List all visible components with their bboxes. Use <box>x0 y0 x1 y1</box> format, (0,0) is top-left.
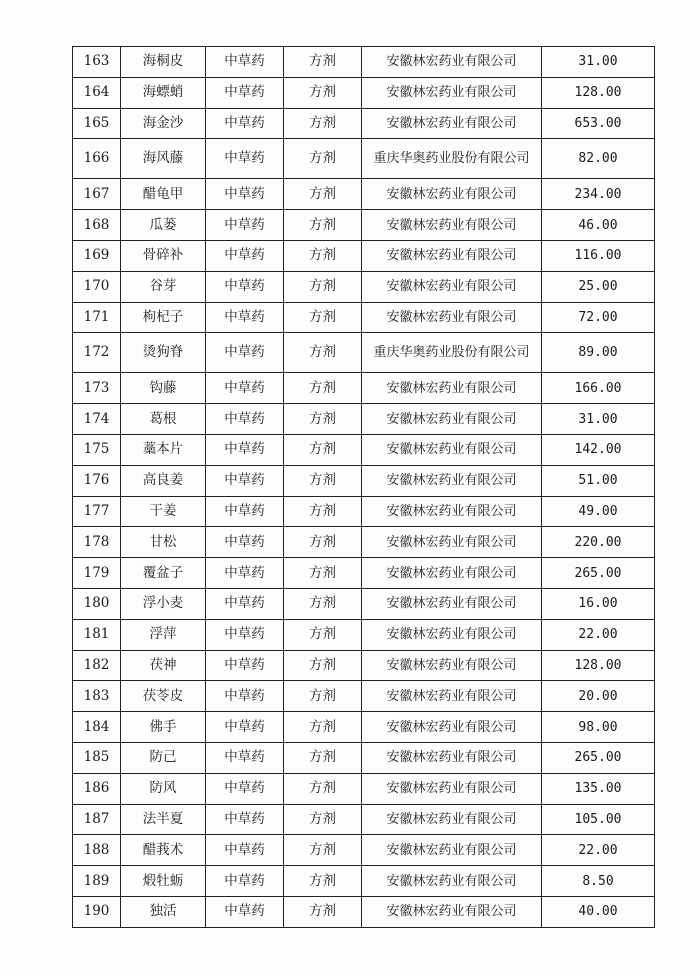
row-number: 174 <box>73 404 121 435</box>
medicine-name: 海桐皮 <box>121 47 206 78</box>
supplier-company: 安徽林宏药业有限公司 <box>362 240 542 271</box>
amount-value: 82.00 <box>542 139 655 179</box>
amount-value: 49.00 <box>542 496 655 527</box>
medicine-form: 方剂 <box>284 681 362 712</box>
row-number: 187 <box>73 804 121 835</box>
supplier-company: 安徽林宏药业有限公司 <box>362 271 542 302</box>
supplier-company: 安徽林宏药业有限公司 <box>362 681 542 712</box>
medicine-category: 中草药 <box>206 619 284 650</box>
row-number: 170 <box>73 271 121 302</box>
table-body <box>73 47 655 928</box>
table-row <box>73 465 655 496</box>
amount-value: 8.50 <box>542 866 655 897</box>
supplier-company: 安徽林宏药业有限公司 <box>362 712 542 743</box>
amount-value: 25.00 <box>542 271 655 302</box>
medicine-form: 方剂 <box>284 866 362 897</box>
amount-value: 20.00 <box>542 681 655 712</box>
row-number: 181 <box>73 619 121 650</box>
medicine-category: 中草药 <box>206 804 284 835</box>
amount-value: 220.00 <box>542 527 655 558</box>
medicine-category: 中草药 <box>206 434 284 465</box>
medicine-form: 方剂 <box>284 210 362 241</box>
medicine-name: 茯苓皮 <box>121 681 206 712</box>
table-row <box>73 271 655 302</box>
medicine-category: 中草药 <box>206 712 284 743</box>
supplier-company: 安徽林宏药业有限公司 <box>362 773 542 804</box>
supplier-company: 安徽林宏药业有限公司 <box>362 835 542 866</box>
row-number: 168 <box>73 210 121 241</box>
supplier-company: 安徽林宏药业有限公司 <box>362 866 542 897</box>
supplier-company: 安徽林宏药业有限公司 <box>362 108 542 139</box>
medicine-category: 中草药 <box>206 240 284 271</box>
supplier-company: 安徽林宏药业有限公司 <box>362 588 542 619</box>
medicine-category: 中草药 <box>206 527 284 558</box>
row-number: 184 <box>73 712 121 743</box>
medicine-form: 方剂 <box>284 896 362 927</box>
table-row <box>73 139 655 179</box>
supplier-company: 安徽林宏药业有限公司 <box>362 373 542 404</box>
table-row <box>73 773 655 804</box>
medicine-form: 方剂 <box>284 139 362 179</box>
table-row <box>73 558 655 589</box>
medicine-category: 中草药 <box>206 588 284 619</box>
medicine-category: 中草药 <box>206 404 284 435</box>
medicine-form: 方剂 <box>284 77 362 108</box>
supplier-company: 安徽林宏药业有限公司 <box>362 650 542 681</box>
medicine-form: 方剂 <box>284 588 362 619</box>
amount-value: 234.00 <box>542 179 655 210</box>
medicine-form: 方剂 <box>284 650 362 681</box>
row-number: 190 <box>73 896 121 927</box>
row-number: 173 <box>73 373 121 404</box>
row-number: 177 <box>73 496 121 527</box>
medicine-category: 中草药 <box>206 47 284 78</box>
medicine-name: 枸杞子 <box>121 302 206 333</box>
supplier-company: 安徽林宏药业有限公司 <box>362 434 542 465</box>
row-number: 189 <box>73 866 121 897</box>
medicine-name: 覆盆子 <box>121 558 206 589</box>
table-row <box>73 302 655 333</box>
medicine-name: 海螵蛸 <box>121 77 206 108</box>
medicine-form: 方剂 <box>284 558 362 589</box>
row-number: 182 <box>73 650 121 681</box>
medicine-form: 方剂 <box>284 465 362 496</box>
supplier-company: 安徽林宏药业有限公司 <box>362 619 542 650</box>
medicine-name: 甘松 <box>121 527 206 558</box>
medicine-category: 中草药 <box>206 465 284 496</box>
amount-value: 31.00 <box>542 404 655 435</box>
medicine-form: 方剂 <box>284 773 362 804</box>
supplier-company: 安徽林宏药业有限公司 <box>362 465 542 496</box>
supplier-company: 安徽林宏药业有限公司 <box>362 742 542 773</box>
medicine-category: 中草药 <box>206 77 284 108</box>
medicine-name: 茯神 <box>121 650 206 681</box>
medicine-category: 中草药 <box>206 496 284 527</box>
row-number: 163 <box>73 47 121 78</box>
medicine-category: 中草药 <box>206 681 284 712</box>
supplier-company: 重庆华奥药业股份有限公司 <box>362 333 542 373</box>
medicine-category: 中草药 <box>206 139 284 179</box>
medicine-form: 方剂 <box>284 302 362 333</box>
supplier-company: 安徽林宏药业有限公司 <box>362 47 542 78</box>
supplier-company: 安徽林宏药业有限公司 <box>362 496 542 527</box>
amount-value: 22.00 <box>542 835 655 866</box>
supplier-company: 安徽林宏药业有限公司 <box>362 896 542 927</box>
amount-value: 128.00 <box>542 77 655 108</box>
medicine-category: 中草药 <box>206 302 284 333</box>
row-number: 172 <box>73 333 121 373</box>
medicine-name: 骨碎补 <box>121 240 206 271</box>
table-row <box>73 896 655 927</box>
medicine-category: 中草药 <box>206 333 284 373</box>
amount-value: 128.00 <box>542 650 655 681</box>
table-row <box>73 77 655 108</box>
table-row <box>73 496 655 527</box>
amount-value: 46.00 <box>542 210 655 241</box>
supplier-company: 安徽林宏药业有限公司 <box>362 210 542 241</box>
medicine-category: 中草药 <box>206 835 284 866</box>
medicine-form: 方剂 <box>284 108 362 139</box>
amount-value: 31.00 <box>542 47 655 78</box>
medicine-form: 方剂 <box>284 333 362 373</box>
table-row <box>73 866 655 897</box>
medicine-category: 中草药 <box>206 742 284 773</box>
table-row <box>73 179 655 210</box>
supplier-company: 安徽林宏药业有限公司 <box>362 804 542 835</box>
medicine-form: 方剂 <box>284 240 362 271</box>
row-number: 169 <box>73 240 121 271</box>
medicine-name: 干姜 <box>121 496 206 527</box>
medicine-name: 海风藤 <box>121 139 206 179</box>
row-number: 176 <box>73 465 121 496</box>
row-number: 178 <box>73 527 121 558</box>
medicine-name: 浮萍 <box>121 619 206 650</box>
amount-value: 105.00 <box>542 804 655 835</box>
row-number: 165 <box>73 108 121 139</box>
supplier-company: 安徽林宏药业有限公司 <box>362 179 542 210</box>
supplier-company: 安徽林宏药业有限公司 <box>362 558 542 589</box>
medicine-name: 烫狗脊 <box>121 333 206 373</box>
medicine-form: 方剂 <box>284 434 362 465</box>
amount-value: 166.00 <box>542 373 655 404</box>
medicine-name: 瓜蒌 <box>121 210 206 241</box>
row-number: 188 <box>73 835 121 866</box>
drug-table <box>72 46 655 928</box>
medicine-category: 中草药 <box>206 179 284 210</box>
medicine-category: 中草药 <box>206 558 284 589</box>
row-number: 164 <box>73 77 121 108</box>
amount-value: 135.00 <box>542 773 655 804</box>
medicine-name: 防己 <box>121 742 206 773</box>
table-row <box>73 681 655 712</box>
supplier-company: 安徽林宏药业有限公司 <box>362 77 542 108</box>
amount-value: 16.00 <box>542 588 655 619</box>
medicine-form: 方剂 <box>284 835 362 866</box>
table-row <box>73 588 655 619</box>
medicine-name: 独活 <box>121 896 206 927</box>
medicine-name: 防风 <box>121 773 206 804</box>
row-number: 171 <box>73 302 121 333</box>
medicine-form: 方剂 <box>284 47 362 78</box>
medicine-form: 方剂 <box>284 271 362 302</box>
medicine-category: 中草药 <box>206 866 284 897</box>
amount-value: 72.00 <box>542 302 655 333</box>
amount-value: 142.00 <box>542 434 655 465</box>
medicine-name: 钩藤 <box>121 373 206 404</box>
table-row <box>73 835 655 866</box>
row-number: 179 <box>73 558 121 589</box>
amount-value: 98.00 <box>542 712 655 743</box>
medicine-form: 方剂 <box>284 404 362 435</box>
medicine-name: 浮小麦 <box>121 588 206 619</box>
row-number: 167 <box>73 179 121 210</box>
medicine-name: 煅牡蛎 <box>121 866 206 897</box>
medicine-name: 醋龟甲 <box>121 179 206 210</box>
supplier-company: 安徽林宏药业有限公司 <box>362 302 542 333</box>
medicine-category: 中草药 <box>206 210 284 241</box>
row-number: 186 <box>73 773 121 804</box>
table-row <box>73 404 655 435</box>
amount-value: 265.00 <box>542 558 655 589</box>
table-row <box>73 650 655 681</box>
table-row <box>73 333 655 373</box>
table-row <box>73 712 655 743</box>
table-row <box>73 742 655 773</box>
medicine-form: 方剂 <box>284 179 362 210</box>
medicine-category: 中草药 <box>206 108 284 139</box>
table-row <box>73 373 655 404</box>
amount-value: 51.00 <box>542 465 655 496</box>
medicine-name: 高良姜 <box>121 465 206 496</box>
table-row <box>73 240 655 271</box>
row-number: 180 <box>73 588 121 619</box>
row-number: 183 <box>73 681 121 712</box>
medicine-form: 方剂 <box>284 619 362 650</box>
amount-value: 116.00 <box>542 240 655 271</box>
row-number: 166 <box>73 139 121 179</box>
table-row <box>73 108 655 139</box>
supplier-company: 重庆华奥药业股份有限公司 <box>362 139 542 179</box>
amount-value: 265.00 <box>542 742 655 773</box>
supplier-company: 安徽林宏药业有限公司 <box>362 527 542 558</box>
amount-value: 40.00 <box>542 896 655 927</box>
medicine-form: 方剂 <box>284 742 362 773</box>
medicine-name: 醋莪术 <box>121 835 206 866</box>
medicine-name: 海金沙 <box>121 108 206 139</box>
table-row <box>73 619 655 650</box>
medicine-form: 方剂 <box>284 496 362 527</box>
row-number: 185 <box>73 742 121 773</box>
supplier-company: 安徽林宏药业有限公司 <box>362 404 542 435</box>
medicine-name: 谷芽 <box>121 271 206 302</box>
medicine-category: 中草药 <box>206 650 284 681</box>
table-row <box>73 804 655 835</box>
medicine-form: 方剂 <box>284 804 362 835</box>
amount-value: 22.00 <box>542 619 655 650</box>
amount-value: 89.00 <box>542 333 655 373</box>
medicine-form: 方剂 <box>284 527 362 558</box>
medicine-form: 方剂 <box>284 712 362 743</box>
medicine-name: 藁本片 <box>121 434 206 465</box>
medicine-category: 中草药 <box>206 896 284 927</box>
amount-value: 653.00 <box>542 108 655 139</box>
medicine-name: 佛手 <box>121 712 206 743</box>
row-number: 175 <box>73 434 121 465</box>
medicine-category: 中草药 <box>206 271 284 302</box>
medicine-name: 法半夏 <box>121 804 206 835</box>
table-row <box>73 210 655 241</box>
table-row <box>73 527 655 558</box>
medicine-category: 中草药 <box>206 773 284 804</box>
table-row <box>73 434 655 465</box>
medicine-form: 方剂 <box>284 373 362 404</box>
medicine-name: 葛根 <box>121 404 206 435</box>
medicine-category: 中草药 <box>206 373 284 404</box>
table-row <box>73 47 655 78</box>
